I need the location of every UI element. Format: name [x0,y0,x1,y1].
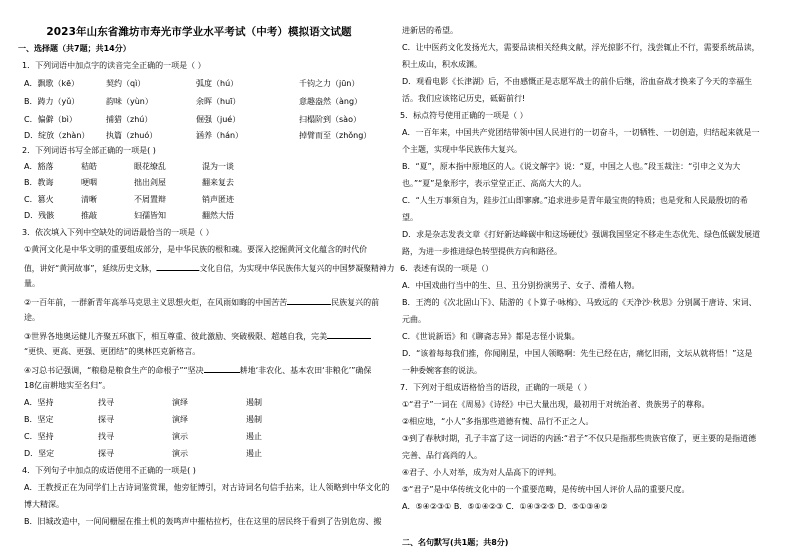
question-line: 路，为进一步推进绿色转型提供方向和路径。 [402,247,562,256]
question-4-line: 博大精深。 [24,500,64,509]
question-line: ③到了春秋时期，孔子丰富了这一词语的内涵:“君子”不仅只是指那些贵族官僚了，更主要的是指道德 [402,434,757,443]
question-stem: 5．标点符号使用正确的一项是（ ） [400,111,528,120]
question-line: ④君子、小人对举，成为对人品高下的评判。 [402,468,562,477]
question-line: 个主题，实现中华民族伟大复兴。 [402,145,522,154]
question-line: 完善、品行高尚的人。 [402,451,482,460]
question-line: 也。”“夏”是象形字，表示堂堂正正、高高大大的人。 [402,179,587,188]
question-line: ⑤“君子”是中华传统文化中的一个重要范畴，是传统中国人评价人品的重要尺度。 [402,485,690,494]
question-line: ①“君子”一词在《周易》《诗经》中已大量出现，最初用于对统治者、贵族男子的尊称。 [402,400,710,409]
question-3-line: ④习总书记强调，“粮稳是粮食生产的命根子”“坚决 耕地‘非农化、基本农田‘非粮化’”确保 [24,366,372,375]
question-stem: 6．表述有误的一项是（） [400,264,494,273]
question-3-line: 量。 [24,279,40,288]
fill-blank [157,262,200,271]
question-line: 积土成山，积水成渊。 [402,60,482,69]
fill-blank [204,364,240,373]
question-line: B．“夏”，原本指中原地区的人。《说文解字》说：“夏，中国之人也。”段玉裁注：“引申之义为大 [402,162,741,171]
fill-blank [327,330,371,339]
question-3-line: “更快、更高、更强、更团结”的奥林匹克新格言。 [24,347,201,356]
question-line: A．中国戏曲行当中的生、旦、丑分别扮演男子、女子、滑稽人物。 [402,281,640,290]
question-line: D．观看电影《长津湖》后，不由感慨正是志愿军战士的前仆后继，浴血奋战才换来了今天的幸福生 [402,77,753,86]
question-stem: 7．下列对于组成语格恰当的语段，正确的一项是（ ） [400,383,592,392]
question-line: D．“该着每每我们推，你闻刚星，中国人领略啊：先生已经在店，痛忆旧雨，文坛从就将悟！”这是 [402,349,753,358]
question-line: ②相应地，“小人”多指那些道德有愧、品行不正之人。 [402,417,594,426]
question-line: B．王湾的《次北固山下》、陆游的《卜算子·咏梅》、马致远的《天净沙·秋思》分别属于唐诗、宋词、 [402,298,757,307]
question-2-stem: 2．下列词语书写全部正确的一项是( ) [22,146,156,155]
question-line: A．⑤④②③① B．⑤①④②③ C．①④③②⑤ D．⑤①③④② [402,502,608,511]
section-1-heading: 一、选择题（共7题；共14分） [18,44,131,53]
question-4-line: A．王教授正在为同学们上古诗词鉴赏课，他旁征博引，对古诗词名句信手拈来，让人领略到中华文化的 [24,483,390,492]
question-3-stem: 3．依次填入下列中空缺处的词语最恰当的一项是（ ） [22,228,214,237]
question-line: C．《世说新语》和《聊斋志异》都是志怪小说集。 [402,332,580,341]
question-line: 元曲。 [402,315,426,324]
question-line: A．一百年来，中国共产党团结带领中国人民进行的一切奋斗，一切牺牲、一切创造，归结起来就是一 [402,128,760,137]
left-column: 2023年山东省潍坊市寿光市学业水平考试（中考）模拟语文试题 一、选择题（共7题；共14分） 1．下列词语中加点字的读音完全正确的一项是（ ） A．飘歌（kē） 契约（qì） 弧度（hú） 千钧之力（jūn） B．踌力（yǔ） 韵味（yùn） 余晖（huī） 意趣盎然（àng） C．偏僻（bì） 捕猎（zhú） 倔强（jué） 扫榻阶到（sào） D．绽放（zhàn） 执篇（zhuó） 涵养（hán） 掉臂而至（zhǒng） 2．下列词语书写全部正确的一项是( ) A．豁落 秸皓 眼花缭乱 混为一谈 B．教诲 哽咽 拙出剑屋 翻来复去 C．篡火 清晰 不屑置辩 销声匿迹 D．残骸 推敲 妇孺皆知 翻然大悟 3．依次填入下列中空缺处的词语最恰当的一项是（ ） ①黄河文化是中华文明的重要组成部分，是中华民族的根和魂。要深入挖掘黄河文化蕴含的时代价 值，讲好“黄河故事”，延续历史文脉， 文化自信，为实现中华民族伟大复兴的中国梦凝聚精神力 量。 ②一百年前，一群新青年高举马克思主义思想火炬，在风雨如晦的中国苦苦 民族复兴的前 途。 ③世界各地奥运健儿齐聚五环旗下，相互尊重、彼此激励、突破极限、超越自我，完美 “更快、更高、更强、更团结”的奥林匹克新格言。 ④习总书记强调，“粮稳是粮食生产的命根子”“坚决 耕地‘非农化、基本农田‘非粮化’”确保 18亿亩耕地实至名归”。 A．坚持 找寻 演绎 遏制 B．坚定 探寻 演绎 遏制 C．坚持 找寻 演示 遏止 D．坚定 探寻 演示 遏止 4．下列句子中加点的成语使用不正确的一项是( ) A．王教授正在为同学们上古诗词鉴赏课，他旁征博引，对古诗词名句信手拈来，让人领略到中华文化的 博大精深。 B．旧城改造中，一间间栅屋在推土机的轰鸣声中摧枯拉朽，住在这里的居民终于看到了告别危房、搬 [0,0,398,550]
question-3-line: ①黄河文化是中华文明的重要组成部分，是中华民族的根和魂。要深入挖掘黄河文化蕴含的时代价 [24,245,368,254]
question-line: C．“人生万事须自为，跬步江山即寥廓。”追求进步是青年最宝贵的特质；也是党和人民最殷切的希 [402,196,748,205]
question-3-line: ③世界各地奥运健儿齐聚五环旗下，相互尊重、彼此激励、突破极限、超越自我，完美 [24,330,371,342]
question-line: 进新居的希望。 [402,26,458,35]
question-3-line: 值，讲好“黄河故事”，延续历史文脉， 文化自信，为实现中华民族伟大复兴的中国梦凝聚精神力 [24,264,395,273]
question-line: 一种委婉客套的说法。 [402,366,482,375]
question-3-line: 18亿亩耕地实至名归”。 [24,381,111,390]
question-line: 活。我们应该铭记历史，砥砺前行! [402,94,526,103]
question-3-line: ②一百年前，一群新青年高举马克思主义思想火炬，在风雨如晦的中国苦苦 民族复兴的前 [24,298,380,307]
exam-title: 2023年山东省潍坊市寿光市学业水平考试（中考）模拟语文试题 [46,26,352,38]
question-4-line: B．旧城改造中，一间间栅屋在推土机的轰鸣声中摧枯拉朽，住在这里的居民终于看到了告别危房、搬 [24,517,382,526]
fill-blank [287,296,331,305]
section-2-heading: 二、名句默写(共1题；共8分) [402,538,509,547]
question-1-stem: 1．下列词语中加点字的读音完全正确的一项是（ ） [22,61,206,70]
right-column [398,0,794,550]
question-line: D．求是杂志发表文章《打好新达峰碳中和这场硬仗》强调我国坚定不移走生态优先、绿色低碳发展道 [402,230,761,239]
question-line: 望。 [402,213,418,222]
question-line: C．让中医药文化发扬光大，需要品读相关经典文献，浮光掠影不行，浅尝辄止不行，需要系统品读， [402,43,760,52]
question-4-stem: 4．下列句子中加点的成语使用不正确的一项是( ) [22,466,196,475]
question-3-line: 途。 [24,313,40,322]
